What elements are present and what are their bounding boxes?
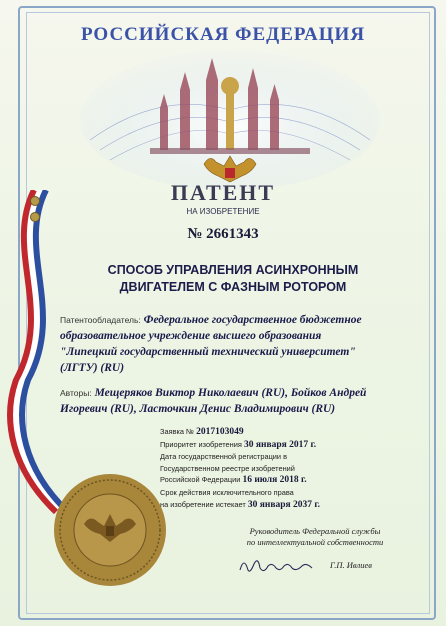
registration-details bbox=[160, 426, 410, 511]
registration-date: 16 июля 2018 г. bbox=[242, 475, 307, 486]
handwritten-signature bbox=[236, 552, 316, 578]
patent-holder-value: "Липецкий государственный технический университет" bbox=[60, 346, 356, 358]
rivet bbox=[30, 196, 40, 206]
invention-title bbox=[60, 262, 406, 296]
rivet bbox=[30, 212, 40, 222]
registration-text: Российской Федерации bbox=[160, 475, 241, 485]
application-label: Заявка № bbox=[160, 427, 194, 436]
official-title-line: по интеллектуальной собственности bbox=[246, 537, 384, 547]
expiry-date: 30 января 2037 г. bbox=[247, 499, 321, 510]
application-number: 2017103049 bbox=[196, 427, 244, 437]
official-title-line: Руководитель Федеральной службы bbox=[249, 526, 381, 536]
authors-label: Авторы: bbox=[60, 388, 92, 398]
authors-value: Мещеряков Виктор Николаевич (RU), Бойков Андрей bbox=[94, 387, 367, 399]
registration-text: Государственном реестре изобретений bbox=[160, 463, 295, 473]
official-name: Г.П. Ивлиев bbox=[330, 560, 372, 570]
invention-title-line: СПОСОБ УПРАВЛЕНИЯ АСИНХРОННЫМ bbox=[107, 263, 359, 277]
invention-title-line: ДВИГАТЕЛЕМ С ФАЗНЫМ РОТОРОМ bbox=[119, 280, 347, 294]
priority-label: Приоритет изобретения bbox=[160, 439, 242, 449]
official-seal bbox=[50, 470, 170, 590]
patent-holder-label: Патентообладатель: bbox=[60, 315, 141, 325]
patent-title: ПАТЕНТ bbox=[170, 180, 276, 205]
authors-value: Игоревич (RU), Ласточкин Денис Владимирович (RU) bbox=[60, 403, 336, 415]
country-title: РОССИЙСКАЯ ФЕДЕРАЦИЯ bbox=[80, 24, 366, 45]
kremlin-emblem-illustration bbox=[80, 50, 380, 190]
patent-holder-value: Федеральное государственное бюджетное bbox=[143, 314, 362, 326]
priority-date: 30 января 2017 г. bbox=[243, 439, 317, 450]
official-title bbox=[225, 526, 405, 548]
registration-text: Дата государственной регистрации в bbox=[160, 452, 288, 462]
patent-holder-value: (ЛГТУ) (RU) bbox=[60, 362, 125, 374]
validity-text: на изобретение истекает bbox=[160, 499, 246, 509]
validity-text: Срок действия исключительного права bbox=[160, 487, 294, 497]
patent-holder-value: образовательное учреждение высшего образования bbox=[60, 330, 322, 342]
patent-holder bbox=[60, 312, 414, 376]
authors bbox=[60, 385, 416, 417]
patent-subtitle: НА ИЗОБРЕТЕНИЕ bbox=[186, 207, 260, 216]
patent-number: № 2661343 bbox=[187, 226, 259, 242]
